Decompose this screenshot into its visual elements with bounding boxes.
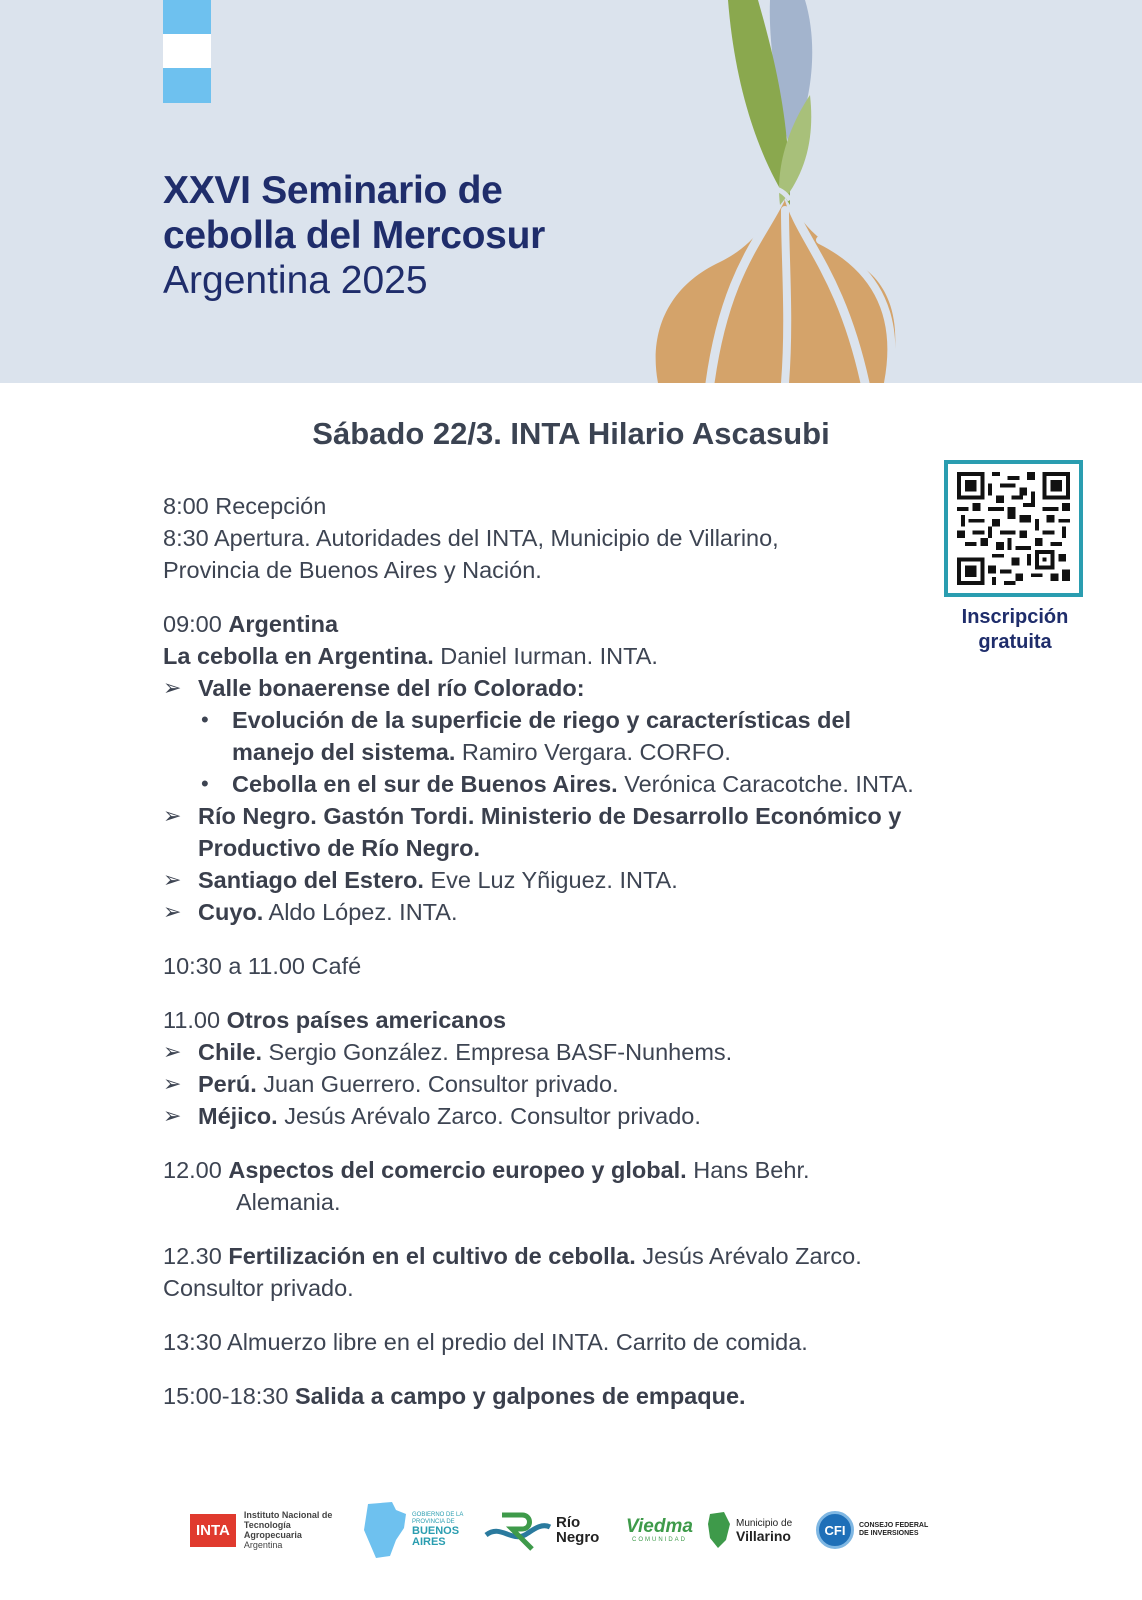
schedule-line: 8:30 Apertura. Autoridades del INTA, Municipio de Villarino, bbox=[163, 525, 779, 551]
cfi-text bbox=[859, 1522, 928, 1538]
cfi-text-line: DE INVERSIONES bbox=[859, 1530, 919, 1537]
ba-big-text: BUENOS bbox=[412, 1525, 460, 1537]
arrow-bullet-icon: ➢ bbox=[163, 803, 182, 828]
cfi-logo bbox=[816, 1500, 936, 1560]
rio-negro-river-icon bbox=[482, 1505, 552, 1555]
schedule-line bbox=[163, 1240, 1003, 1272]
arrow-bullet-icon: ➢ bbox=[163, 867, 182, 892]
talk-title: Río Negro. Gastón Tordi. Ministerio de Desarrollo Económico y bbox=[198, 803, 902, 829]
schedule-line bbox=[163, 1154, 1003, 1186]
list-item bbox=[163, 800, 1003, 832]
arrow-bullet-icon: ➢ bbox=[163, 899, 182, 924]
speaker: Jesús Arévalo Zarco. bbox=[635, 1243, 862, 1269]
schedule-line: Alemania. bbox=[236, 1189, 341, 1215]
time: 11.00 bbox=[163, 1007, 227, 1033]
schedule-line: 8:00 Recepción bbox=[163, 493, 327, 519]
arrow-bullet-icon: ➢ bbox=[163, 1039, 182, 1064]
talk-title: La cebolla en Argentina. bbox=[163, 643, 434, 669]
speaker: Juan Guerrero. Consultor privado. bbox=[256, 1071, 619, 1097]
day-title: Sábado 22/3. INTA Hilario Ascasubi bbox=[312, 416, 830, 451]
rio-negro-text-line: Negro bbox=[556, 1529, 600, 1546]
villarino-logo bbox=[706, 1500, 806, 1560]
list-item bbox=[163, 864, 1003, 896]
list-item-continuation bbox=[163, 832, 1003, 864]
country-title: Chile. bbox=[198, 1039, 262, 1065]
schedule-line bbox=[163, 640, 1003, 672]
schedule-line: Consultor privado. bbox=[163, 1275, 354, 1301]
sponsor-logos bbox=[190, 1500, 950, 1560]
arrow-bullet-icon: ➢ bbox=[163, 675, 182, 700]
talk-title: Evolución de la superficie de riego y características del bbox=[232, 707, 852, 733]
speaker: Sergio González. Empresa BASF-Nunhems. bbox=[261, 1039, 733, 1065]
talk-title: Cebolla en el sur de Buenos Aires. bbox=[232, 771, 618, 797]
title-line-1: XXVI Seminario de bbox=[163, 169, 503, 212]
region-title: Santiago del Estero. bbox=[198, 867, 424, 893]
buenos-aires-logo bbox=[362, 1500, 472, 1560]
list-item bbox=[163, 768, 1003, 800]
viedma-text: Viedma bbox=[626, 1516, 693, 1537]
list-item bbox=[163, 1036, 1003, 1068]
session-topic: Otros países americanos bbox=[226, 1007, 507, 1033]
header-banner bbox=[0, 0, 1142, 383]
arrow-bullet-icon: ➢ bbox=[163, 1103, 182, 1128]
speaker: Aldo López. INTA. bbox=[263, 899, 458, 925]
program-schedule bbox=[163, 490, 1003, 1434]
villarino-map-icon bbox=[706, 1510, 732, 1550]
onion-illustration-icon bbox=[640, 0, 940, 383]
rio-negro-text bbox=[556, 1515, 599, 1545]
speaker: Daniel Iurman. INTA. bbox=[433, 643, 658, 669]
buenos-aires-text bbox=[412, 1512, 463, 1548]
list-item bbox=[163, 704, 1003, 736]
schedule-block-fertilization bbox=[163, 1240, 1003, 1304]
schedule-block-opening bbox=[163, 490, 1003, 586]
bullet-icon: • bbox=[201, 771, 209, 796]
villarino-text-line: Municipio de bbox=[736, 1517, 793, 1529]
viedma-logo bbox=[622, 1500, 697, 1560]
time: 15:00-18:30 bbox=[163, 1383, 295, 1409]
cfi-mark: CFI bbox=[816, 1511, 854, 1549]
schedule-line bbox=[163, 608, 1003, 640]
list-item bbox=[163, 1068, 1003, 1100]
talk-title: Aspectos del comercio europeo y global. bbox=[228, 1157, 687, 1183]
session-topic: Argentina bbox=[228, 611, 339, 637]
registration-label-line-2: gratuita bbox=[978, 631, 1052, 653]
buenos-aires-map-icon bbox=[362, 1500, 408, 1560]
list-item bbox=[163, 896, 1003, 928]
ba-small-text: GOBIERNO DE LA bbox=[412, 1512, 464, 1518]
title-line-2: cebolla del Mercosur bbox=[163, 214, 545, 257]
schedule-line: 10:30 a 11.00 Café bbox=[163, 953, 362, 979]
registration-label-line-1: Inscripción bbox=[961, 606, 1069, 628]
arrow-bullet-icon: ➢ bbox=[163, 1071, 182, 1096]
schedule-block-field-trip bbox=[163, 1380, 1003, 1412]
speaker: Jesús Arévalo Zarco. Consultor privado. bbox=[277, 1103, 701, 1129]
cfi-text-line: CONSEJO FEDERAL bbox=[859, 1522, 929, 1529]
speaker: Ramiro Vergara. CORFO. bbox=[455, 739, 731, 765]
region-title: Cuyo. bbox=[198, 899, 264, 925]
schedule-line bbox=[163, 1004, 1003, 1036]
schedule-block-commerce bbox=[163, 1154, 1003, 1218]
villarino-text bbox=[736, 1518, 792, 1543]
rio-negro-text-line: Río bbox=[556, 1514, 581, 1531]
country-title: Perú. bbox=[198, 1071, 257, 1097]
bullet-icon: • bbox=[201, 707, 209, 732]
viedma-subtext: COMUNIDAD bbox=[632, 1537, 687, 1543]
session-topic: Salida a campo y galpones de empaque. bbox=[294, 1383, 746, 1409]
rio-negro-logo bbox=[482, 1500, 612, 1560]
list-item-continuation bbox=[163, 736, 1003, 768]
inta-text-line: Instituto Nacional de bbox=[243, 1510, 333, 1520]
schedule-block-other-countries bbox=[163, 1004, 1003, 1132]
talk-title: Fertilización en el cultivo de cebolla. bbox=[228, 1243, 636, 1269]
villarino-text-line: Villarino bbox=[736, 1527, 791, 1544]
title-line-3: Argentina 2025 bbox=[163, 259, 428, 302]
talk-title: manejo del sistema. bbox=[232, 739, 456, 765]
schedule-block-lunch bbox=[163, 1326, 1003, 1358]
inta-logo bbox=[190, 1500, 350, 1560]
speaker: Verónica Caracotche. INTA. bbox=[617, 771, 914, 797]
schedule-line: Provincia de Buenos Aires y Nación. bbox=[163, 557, 542, 583]
talk-title: Productivo de Río Negro. bbox=[198, 835, 481, 861]
schedule-line bbox=[163, 1380, 1003, 1412]
region-title: Valle bonaerense del río Colorado: bbox=[198, 675, 585, 701]
schedule-line: 13:30 Almuerzo libre en el predio del INTA. Carrito de comida. bbox=[163, 1329, 808, 1355]
event-title bbox=[163, 168, 545, 304]
list-item bbox=[163, 672, 1003, 704]
country-title: Méjico. bbox=[198, 1103, 278, 1129]
inta-text-line: Tecnología Agropecuaria bbox=[243, 1520, 302, 1540]
speaker: Hans Behr. bbox=[686, 1157, 810, 1183]
schedule-block-argentina bbox=[163, 608, 1003, 928]
ba-small-text: PROVINCIA DE bbox=[412, 1519, 455, 1525]
speaker: Eve Luz Yñiguez. INTA. bbox=[423, 867, 678, 893]
list-item bbox=[163, 1100, 1003, 1132]
time: 12.00 bbox=[163, 1157, 229, 1183]
time: 09:00 bbox=[163, 611, 229, 637]
schedule-block-coffee bbox=[163, 950, 1003, 982]
inta-mark: INTA bbox=[190, 1514, 236, 1547]
time: 12.30 bbox=[163, 1243, 229, 1269]
argentina-flag-icon bbox=[163, 0, 211, 103]
ba-big-text: AIRES bbox=[412, 1536, 446, 1548]
inta-text bbox=[244, 1510, 350, 1550]
inta-text-line: Argentina bbox=[243, 1540, 283, 1550]
